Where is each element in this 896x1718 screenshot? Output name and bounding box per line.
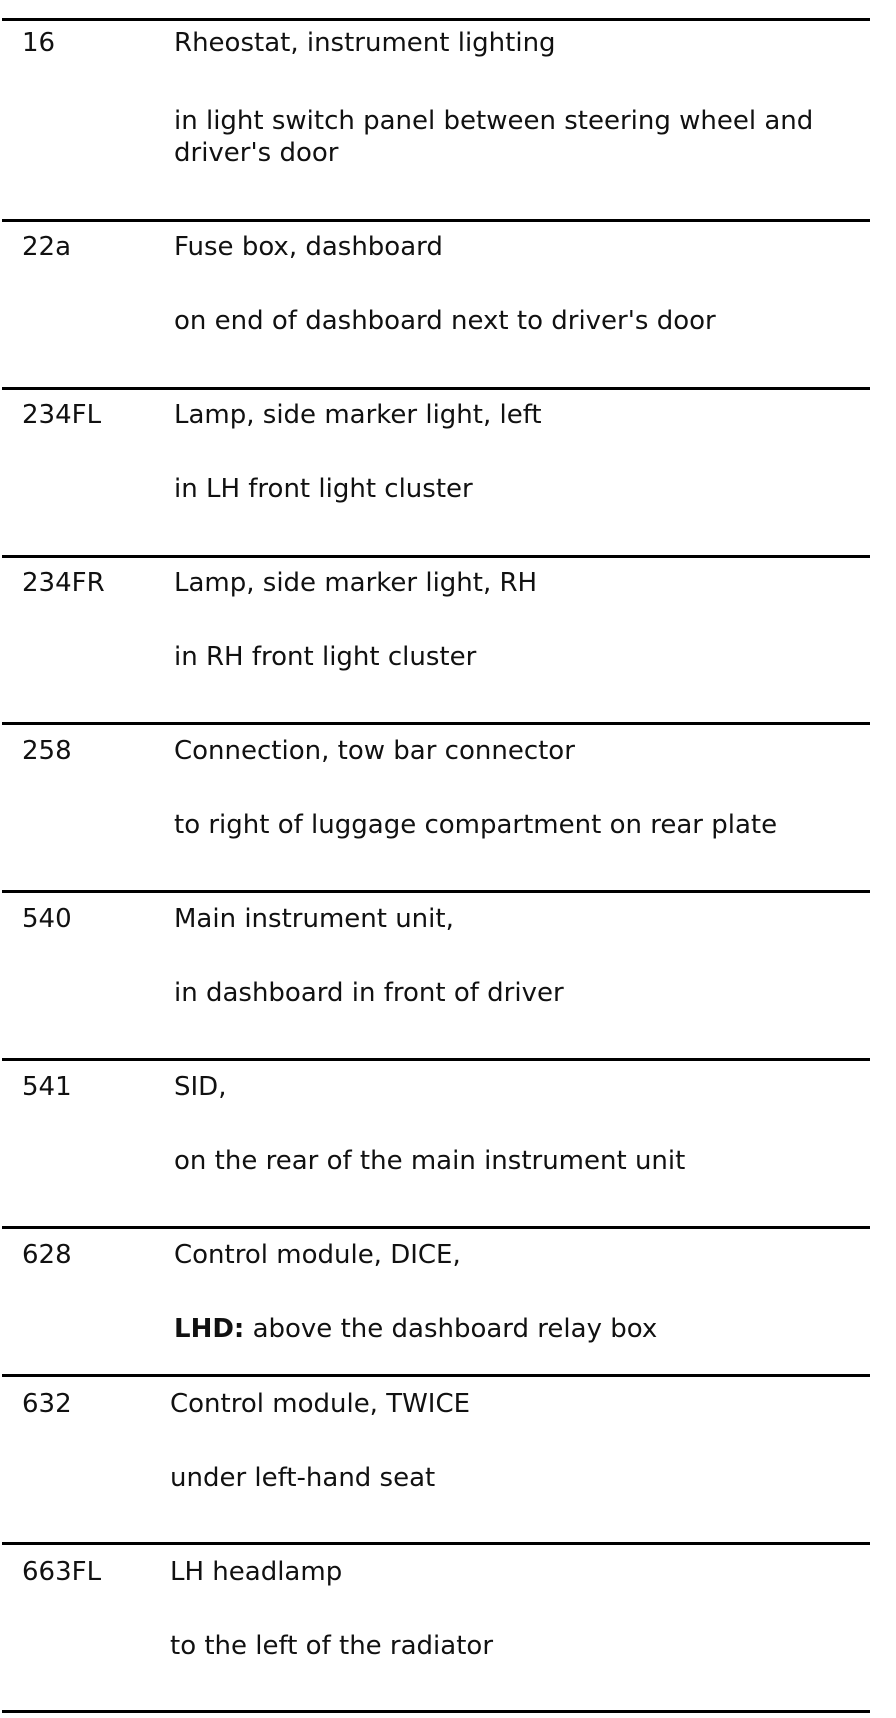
component-code: 663FL [22,1557,102,1587]
row-divider [2,387,870,390]
location-text: above the dashboard relay box [252,1314,658,1344]
row-divider [2,1374,870,1377]
row-divider [2,1710,870,1713]
component-code: 258 [22,736,72,766]
component-title: LH headlamp [170,1557,343,1587]
component-code: 234FL [22,400,102,430]
drive-side-label: LHD: [174,1314,245,1344]
component-title: Connection, tow bar connector [174,736,575,766]
component-location: in LH front light cluster [174,474,473,504]
component-location: on end of dashboard next to driver's door [174,306,716,336]
row-divider [2,890,870,893]
component-location: to the left of the radiator [170,1631,494,1661]
component-title: Control module, DICE, [174,1240,461,1270]
row-divider [2,555,870,558]
component-code: 22a [22,232,72,262]
row-divider [2,1058,870,1061]
row-divider [2,1226,870,1229]
component-title: Main instrument unit, [174,904,454,934]
component-location: to right of luggage compartment on rear plate [174,810,778,840]
component-location: in light switch panel between steering wheel and driver's door [174,106,814,168]
component-code: 540 [22,904,72,934]
component-title: SID, [174,1072,227,1102]
row-divider [2,18,870,21]
component-title: Lamp, side marker light, left [174,400,542,430]
row-divider [2,722,870,725]
row-divider [2,219,870,222]
component-location [174,1313,874,1345]
component-code: 234FR [22,568,105,598]
component-code: 541 [22,1072,72,1102]
component-code: 628 [22,1240,72,1270]
component-code: 632 [22,1389,72,1419]
component-title: Rheostat, instrument lighting [174,28,556,58]
component-title: Fuse box, dashboard [174,232,443,262]
component-code: 16 [22,28,56,58]
component-location: on the rear of the main instrument unit [174,1146,686,1176]
component-title: Control module, TWICE [170,1389,471,1419]
component-location: under left-hand seat [170,1463,436,1493]
row-divider [2,1542,870,1545]
component-location: in RH front light cluster [174,642,477,672]
component-title: Lamp, side marker light, RH [174,568,538,598]
component-location: in dashboard in front of driver [174,978,564,1008]
